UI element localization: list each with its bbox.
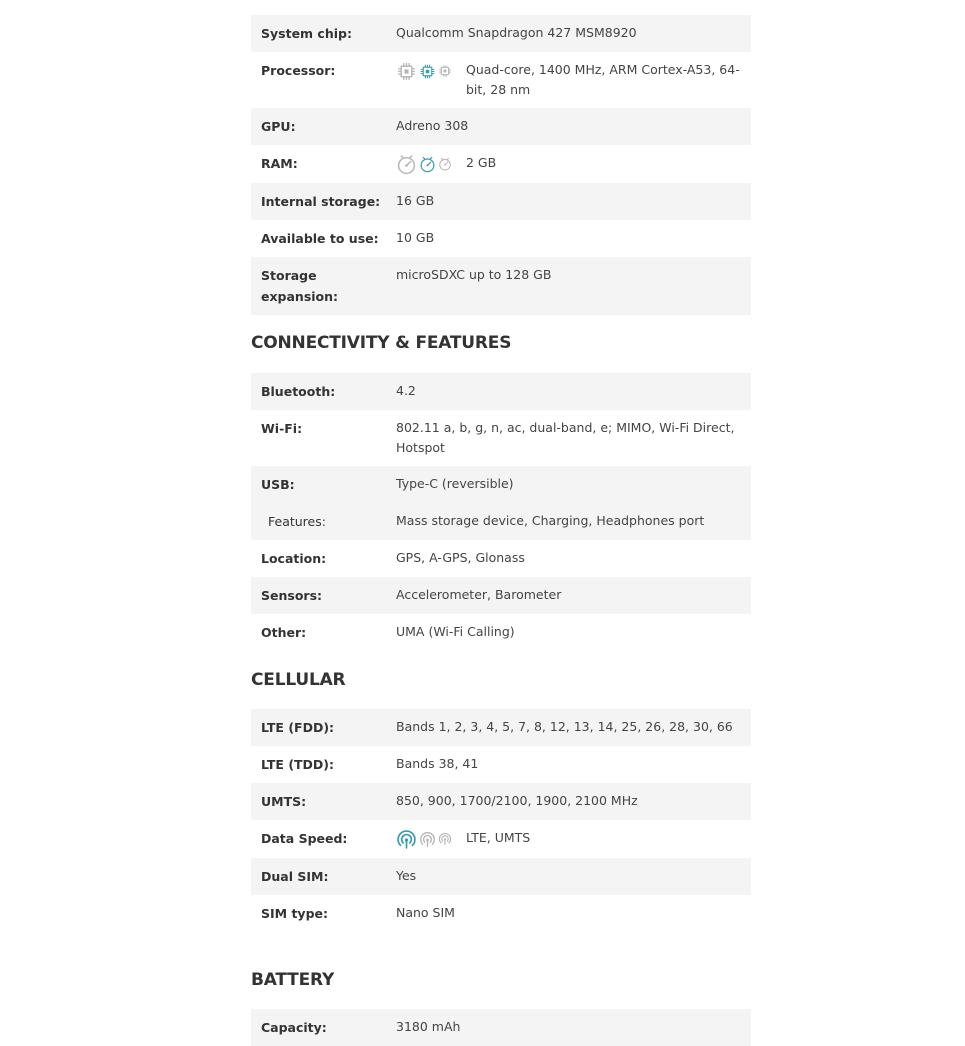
spec-sheet: [251, 15, 751, 1046]
spec-label: RAM:: [261, 156, 298, 171]
cpu-icon: [419, 63, 436, 80]
spec-label: UMTS:: [261, 794, 307, 809]
spec-value: Adreno 308: [396, 118, 469, 133]
spec-row-data-speed: [251, 820, 751, 858]
spec-value: Bands 1, 2, 3, 4, 5, 7, 8, 12, 13, 14, 25, 26, 28, 30, 66: [396, 719, 733, 734]
spec-row-other: [251, 614, 751, 651]
spec-value: 3180 mAh: [396, 1019, 461, 1034]
spec-row-internal-storage: [251, 183, 751, 220]
cpu-icon: [438, 64, 452, 78]
section-header-cellular: [251, 651, 751, 709]
spec-label: Storage expansion:: [261, 268, 339, 304]
spec-value: Qualcomm Snapdragon 427 MSM8920: [396, 25, 637, 40]
spec-value: GPS, A-GPS, Glonass: [396, 550, 525, 565]
spec-value: Quad-core, 1400 MHz, ARM Cortex-A53, 64-bit, 28 nm: [466, 62, 740, 97]
spec-row-lte-fdd: [251, 709, 751, 746]
section-title: BATTERY: [251, 970, 335, 990]
spec-value: microSDXC up to 128 GB: [396, 267, 552, 282]
spec-row-wifi: [251, 410, 751, 466]
spec-row-system-chip: [251, 15, 751, 52]
spec-row-sim-type: [251, 895, 751, 932]
spec-value: Nano SIM: [396, 905, 455, 920]
cellular-spec-table: [251, 709, 751, 932]
spec-label: Data Speed:: [261, 831, 348, 846]
spec-label: Available to use:: [261, 231, 379, 246]
spec-label: USB:: [261, 477, 295, 492]
spec-label: Sensors:: [261, 588, 323, 603]
spec-label: System chip:: [261, 26, 352, 41]
spec-value-container: [396, 828, 751, 850]
speedometer-icon: [396, 154, 417, 175]
connectivity-spec-table: [251, 373, 751, 651]
spec-row-umts: [251, 783, 751, 820]
spec-label: Other:: [261, 625, 307, 640]
spec-label: GPU:: [261, 119, 296, 134]
spec-value: Accelerometer, Barometer: [396, 587, 562, 602]
data-speed-rating: [396, 828, 452, 850]
spec-value: LTE, UMTS: [466, 830, 531, 845]
spec-value: Bands 38, 41: [396, 756, 479, 771]
spec-label: Capacity:: [261, 1020, 327, 1035]
ram-rating: [396, 153, 452, 175]
spec-row-gpu: [251, 108, 751, 145]
spec-label: LTE (TDD):: [261, 757, 335, 772]
spec-value: 4.2: [396, 383, 416, 398]
spec-row-available: [251, 220, 751, 257]
spec-label: SIM type:: [261, 906, 328, 921]
spec-row-sensors: [251, 577, 751, 614]
spec-row-location: [251, 540, 751, 577]
spec-sublabel: Features:: [268, 514, 326, 529]
spec-label: Processor:: [261, 63, 336, 78]
speedometer-icon: [419, 156, 436, 173]
spec-row-usb: [251, 466, 751, 503]
spec-value: 850, 900, 1700/2100, 1900, 2100 MHz: [396, 793, 638, 808]
spec-row-capacity: [251, 1009, 751, 1046]
spec-row-bluetooth: [251, 373, 751, 410]
battery-spec-table: [251, 1009, 751, 1046]
spec-value: Mass storage device, Charging, Headphones port: [396, 513, 705, 528]
spec-label: Bluetooth:: [261, 384, 336, 399]
spec-label: Dual SIM:: [261, 869, 329, 884]
spec-row-processor: [251, 52, 751, 108]
cpu-icon: [396, 61, 417, 82]
spec-value: Type-C (reversible): [396, 476, 514, 491]
signal-icon: [419, 831, 436, 848]
processor-rating: [396, 60, 452, 82]
signal-icon: [396, 829, 417, 850]
spec-value: 802.11 a, b, g, n, ac, dual-band, e; MIMO, Wi-Fi Direct, Hotspot: [396, 420, 735, 455]
spec-label: LTE (FDD):: [261, 720, 335, 735]
spec-row-usb-features: [251, 503, 751, 540]
spec-value: 10 GB: [396, 230, 435, 245]
spec-value: Yes: [396, 868, 417, 883]
spec-value: 16 GB: [396, 193, 435, 208]
spec-label: Location:: [261, 551, 327, 566]
speedometer-icon: [438, 157, 452, 171]
spec-value: 2 GB: [466, 155, 497, 170]
spec-value-container: [396, 153, 751, 175]
section-header-connectivity: [251, 315, 751, 373]
spec-label: Internal storage:: [261, 194, 381, 209]
section-header-battery: [251, 932, 751, 1009]
spec-row-ram: [251, 145, 751, 183]
spec-label: Wi-Fi:: [261, 421, 303, 436]
section-title: CELLULAR: [251, 670, 346, 690]
section-title: CONNECTIVITY & FEATURES: [251, 333, 512, 353]
spec-value: UMA (Wi-Fi Calling): [396, 624, 515, 639]
spec-row-lte-tdd: [251, 746, 751, 783]
spec-row-dual-sim: [251, 858, 751, 895]
spec-row-storage-expansion: [251, 257, 751, 315]
signal-icon: [438, 832, 452, 846]
hardware-spec-table: [251, 15, 751, 315]
spec-value-container: [396, 60, 751, 100]
